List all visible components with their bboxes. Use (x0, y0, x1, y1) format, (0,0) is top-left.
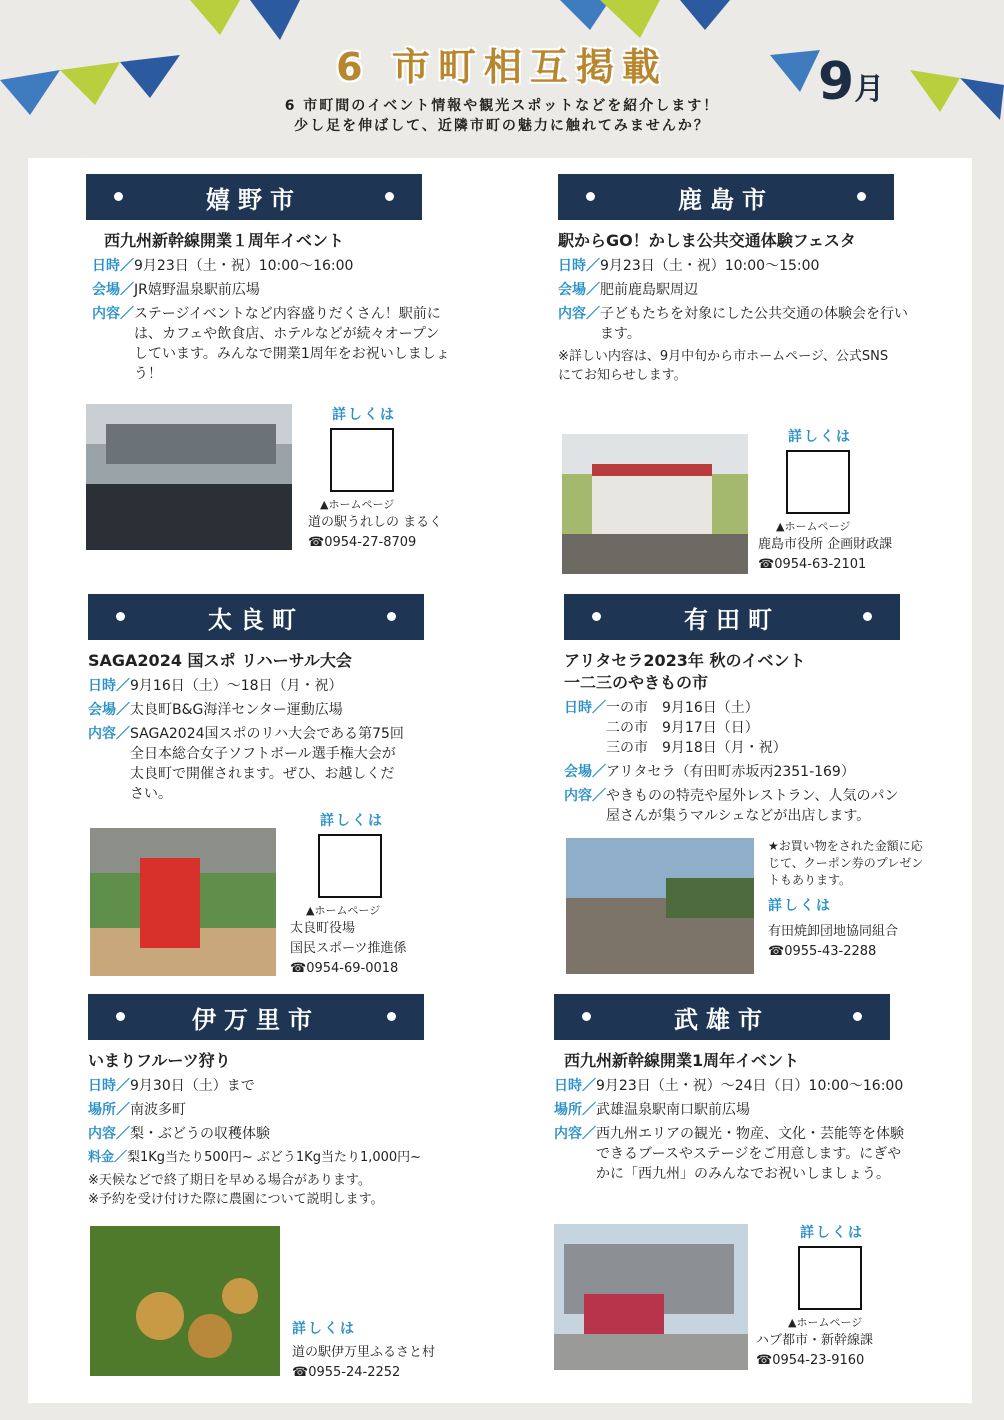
contact-tel: ☎0954-23-9160 (756, 1353, 865, 1368)
event-title: 西九州新幹線開業１周年イベント (104, 231, 345, 250)
arita-coupon-note: ★お買い物をされた金額に応じて、クーポン券のプレゼントもあります。 (768, 839, 924, 887)
contact-org: 道の駅伊万里ふるさと村 (292, 1345, 436, 1360)
contact-tel: ☎0954-27-8709 (308, 535, 417, 550)
kashima-photo (562, 434, 748, 574)
section-kashima: 鹿島市 駅からGO！かしま公共交通体験フェスタ 日時／ 9月23日（土・祝）10:00～15:00 会場／ 肥前鹿島駅周辺 内容／ 子どもたちを対象にした公共交通の体験会を行います。 ※詳しい内容は、9月中旬から市ホームページ、公式SNSにてお知らせします。 (558, 174, 938, 385)
tara-info: 詳しくは ▲ホームページ 太良町役場 国民スポーツ推進係 ☎0954-69-0018 (290, 810, 470, 978)
event-title: 西九州新幹線開業1周年イベント (564, 1051, 800, 1070)
section-banner: 太良町 (88, 594, 424, 640)
event-title: いまりフルーツ狩り (88, 1051, 231, 1070)
event-date: 9月30日（土）まで (130, 1078, 255, 1094)
imari-photo (90, 1226, 280, 1376)
event-content: 梨・ぶどうの収穫体験 (130, 1126, 270, 1142)
arita-photo (566, 838, 754, 974)
qr-code[interactable] (318, 834, 382, 898)
takeo-photo (554, 1224, 748, 1370)
section-imari: 伊万里市 いまりフルーツ狩り 日時／ 9月30日（土）まで 場所／ 南波多町 内容／ 梨・ぶどうの収穫体験 料金／ 梨1Kg当たり500円~ ぶどう1Kg当たり1,000円~ ※天候などで終了期日を早める場合があります。 ※予約を受け付けた際に農園について説明します。 (88, 994, 488, 1209)
section-banner: 嬉野市 (86, 174, 422, 220)
section-banner: 伊万里市 (88, 994, 424, 1040)
event-content: ステージイベントなど内容盛りだくさん！駅前には、カフェや飲食店、ホテルなどが続々オープンしています。みんなで開業1周年をお祝いしましょう！ (134, 306, 450, 382)
page-subtitle: 6 市町間のイベント情報や観光スポットなどを紹介します！ 少し足を伸ばして、近隣市町の魅力に触れてみませんか？ (284, 98, 720, 134)
section-banner: 鹿島市 (558, 174, 894, 220)
event-venue: アリタセラ（有田町赤坂丙2351-169） (606, 764, 855, 780)
event-note: ※詳しい内容は、9月中旬から市ホームページ、公式SNSにてお知らせします。 (558, 349, 889, 383)
contact-org: 有田焼卸団地協同組合 (768, 924, 899, 939)
event-date: 9月16日（土）～18日（月・祝） (130, 678, 343, 694)
event-fee: 梨1Kg当たり500円~ ぶどう1Kg当たり1,000円~ (127, 1150, 422, 1165)
section-banner: 武雄市 (554, 994, 890, 1040)
section-arita: 有田町 アリタセラ2023年 秋のイベント 一二三のやきもの市 日時／ 一の市 9月16日（土） 二の市 9月17日（日） 三の市 9月18日（月・祝） 会場／ アリタセラ（有田町赤坂丙2351-169） 内容／ やきものの特売や屋外レストラン、人気のパン屋さんが集うマルシェなどが出店します。 (564, 594, 944, 826)
contact-tel: ☎0954-69-0018 (290, 961, 399, 976)
contact-tel: ☎0955-43-2288 (768, 944, 877, 959)
ureshino-info: 詳しくは ▲ホームページ 道の駅うれしの まるく ☎0954-27-8709 (308, 404, 468, 552)
qr-code[interactable] (798, 1246, 862, 1310)
content-panel (28, 158, 972, 1403)
event-title: アリタセラ2023年 秋のイベント 一二三のやきもの市 (564, 651, 806, 692)
section-ureshino: 嬉野市 西九州新幹線開業１周年イベント 日時／ 9月23日（土・祝）10:00～16:00 会場／ JR嬉野温泉駅前広場 内容／ ステージイベントなど内容盛りだくさん！駅前には、カフェや飲食店、ホテルなどが続々オープンしています。みんなで開業1周年をお祝いしましょう！ (86, 174, 466, 384)
tara-photo (90, 828, 276, 976)
event-content: SAGA2024国スポのリハ大会である第75回全日本総合女子ソフトボール選手権大会が太良町で開催されます。ぜひ、お越しください。 (130, 726, 404, 802)
qr-code[interactable] (330, 428, 394, 492)
event-date: 一の市 9月16日（土） 二の市 9月17日（日） 三の市 9月18日（月・祝） (606, 700, 787, 756)
event-content: 子どもたちを対象にした公共交通の体験会を行います。 (600, 306, 908, 342)
event-title: SAGA2024 国スポ リハーサル大会 (88, 651, 352, 670)
contact-org: ハブ都市・新幹線課 (756, 1333, 874, 1348)
contact-tel: ☎0954-63-2101 (758, 557, 867, 572)
month-label: 9月 (818, 52, 885, 112)
contact-org: 道の駅うれしの まるく (308, 515, 443, 530)
event-content: やきものの特売や屋外レストラン、人気のパン屋さんが集うマルシェなどが出店します。 (606, 788, 899, 824)
event-venue: 太良町B&G海洋センター運動広場 (130, 702, 343, 718)
event-venue: 武雄温泉駅南口駅前広場 (596, 1102, 750, 1118)
contact-org: 鹿島市役所 企画財政課 (758, 537, 893, 552)
section-tara: 太良町 SAGA2024 国スポ リハーサル大会 日時／ 9月16日（土）～18日（月・祝） 会場／ 太良町B&G海洋センター運動広場 内容／ SAGA2024国スポのリハ大会である第75回全日本総合女子ソフトボール選手権大会が太良町で開催されます。ぜひ、お越しください。 (88, 594, 468, 804)
event-title: 駅からGO！かしま公共交通体験フェスタ (558, 231, 856, 250)
contact-org: 太良町役場 (290, 921, 356, 936)
event-date: 9月23日（土・祝）10:00～15:00 (600, 258, 820, 274)
event-date: 9月23日（土・祝）～24日（日）10:00～16:00 (596, 1078, 904, 1094)
arita-info: ★お買い物をされた金額に応じて、クーポン券のプレゼントもあります。 詳しくは 有田焼卸団地協同組合 ☎0955-43-2288 (768, 838, 928, 961)
event-venue: JR嬉野温泉駅前広場 (134, 282, 260, 298)
section-takeo: 武雄市 西九州新幹線開業1周年イベント 日時／ 9月23日（土・祝）～24日（日）10:00～16:00 場所／ 武雄温泉駅南口駅前広場 内容／ 西九州エリアの観光・物産、文化・芸能等を体験できるブースやステージをご用意します。にぎやかに「西九州」のみんなでお祝いしましょう。 (554, 994, 954, 1184)
section-banner: 有田町 (564, 594, 900, 640)
qr-code[interactable] (786, 450, 850, 514)
takeo-info: 詳しくは ▲ホームページ ハブ都市・新幹線課 ☎0954-23-9160 (756, 1222, 936, 1370)
ureshino-photo (86, 404, 292, 550)
event-venue: 南波多町 (130, 1102, 186, 1118)
contact-tel: ☎0955-24-2252 (292, 1365, 401, 1380)
event-content: 西九州エリアの観光・物産、文化・芸能等を体験できるブースやステージをご用意します。にぎやかに「西九州」のみんなでお祝いしましょう。 (596, 1126, 904, 1182)
event-date: 9月23日（土・祝）10:00～16:00 (134, 258, 354, 274)
imari-info: 詳しくは 道の駅伊万里ふるさと村 ☎0955-24-2252 (292, 1318, 462, 1382)
kashima-info: 詳しくは ▲ホームページ 鹿島市役所 企画財政課 ☎0954-63-2101 (758, 426, 938, 574)
page-title: 6 市町相互掲載 (336, 45, 668, 89)
event-venue: 肥前鹿島駅周辺 (600, 282, 698, 298)
page-header (0, 0, 1004, 160)
